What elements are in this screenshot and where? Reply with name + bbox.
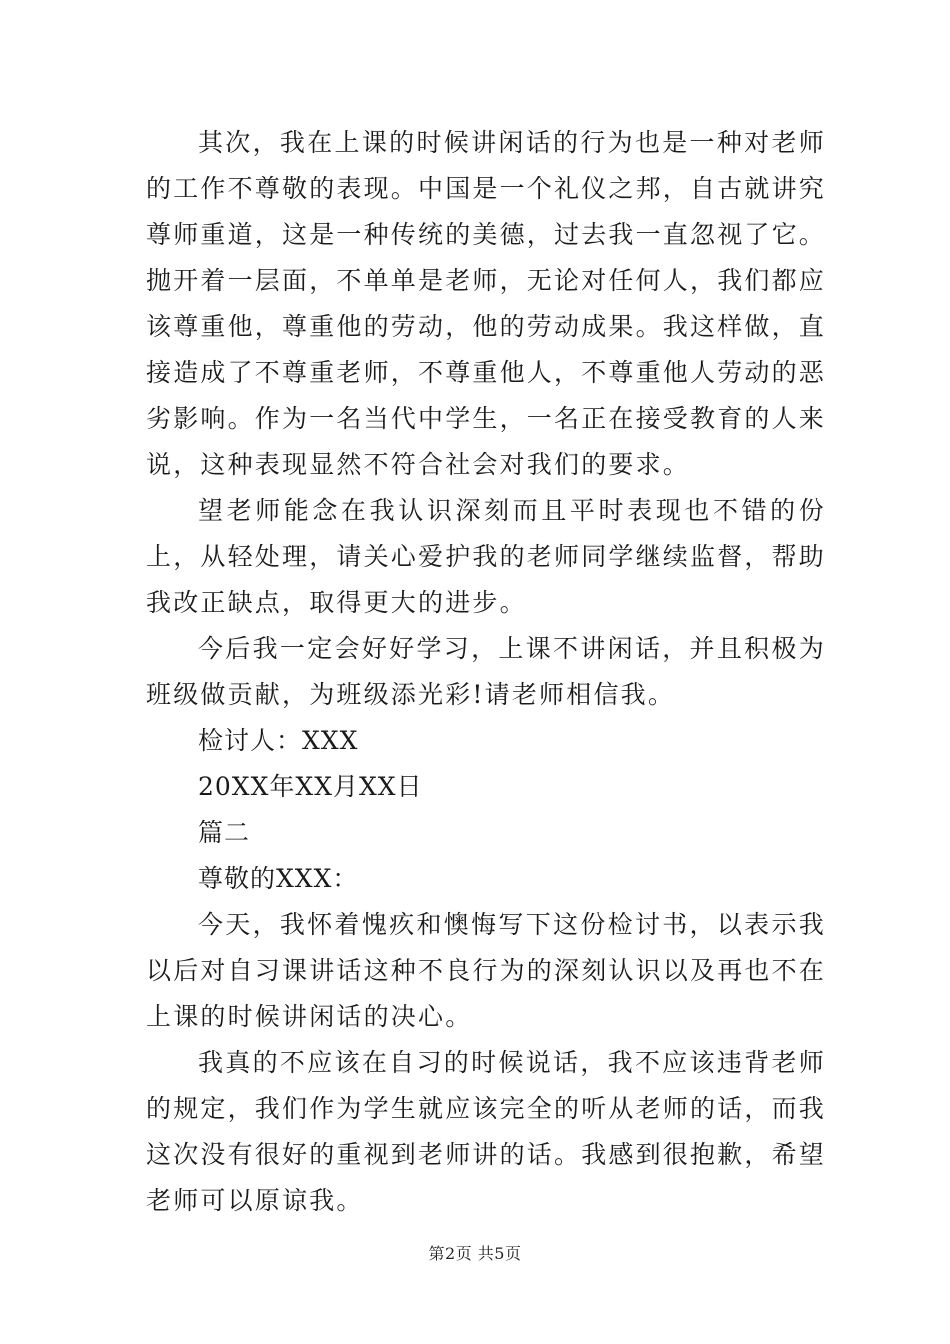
section-heading: 篇二 <box>198 818 251 847</box>
salutation: 尊敬的XXX： <box>198 864 359 893</box>
page-number-footer: 第2页 共5页 <box>428 1244 522 1263</box>
paragraph-apology: 我真的不应该在自习的时候说话，我不应该违背老师的规定，我们作为学生就应该完全的听从老师的话，而我这次没有很好的重视到老师讲的话。我感到很抱歉，希望老师可以原谅我。 <box>146 1048 827 1215</box>
document-body <box>146 120 826 1224</box>
paragraph-respect-teachers: 其次，我在上课的时候讲闲话的行为也是一种对老师的工作不尊敬的表现。中国是一个礼仪之邦，自古就讲究尊师重道，这是一种传统的美德，过去我一直忽视了它。抛开着一层面，不单单是老师，无论对任何人，我们都应该尊重他，尊重他的劳动，他的劳动成果。我这样做，直接造成了不尊重老师，不尊重他人，不尊重他人劳动的恶劣影响。作为一名当代中学生，一名正在接受教育的人来说，这种表现显然不符合社会对我们的要求。 <box>146 128 827 479</box>
date-line: 20XX年XX月XX日 <box>198 772 423 801</box>
paragraph-future-promise: 今后我一定会好好学习，上课不讲闲话，并且积极为班级做贡献，为班级添光彩!请老师相信我。 <box>146 634 826 709</box>
signature-line: 检讨人：XXX <box>198 726 359 755</box>
paragraph-request-leniency: 望老师能念在我认识深刻而且平时表现也不错的份上，从轻处理，请关心爱护我的老师同学继续监督，帮助我改正缺点，取得更大的进步。 <box>146 496 827 617</box>
paragraph-opening: 今天，我怀着愧疚和懊悔写下这份检讨书，以表示我以后对自习课讲话这种不良行为的深刻认识以及再也不在上课的时候讲闲话的决心。 <box>146 910 827 1031</box>
